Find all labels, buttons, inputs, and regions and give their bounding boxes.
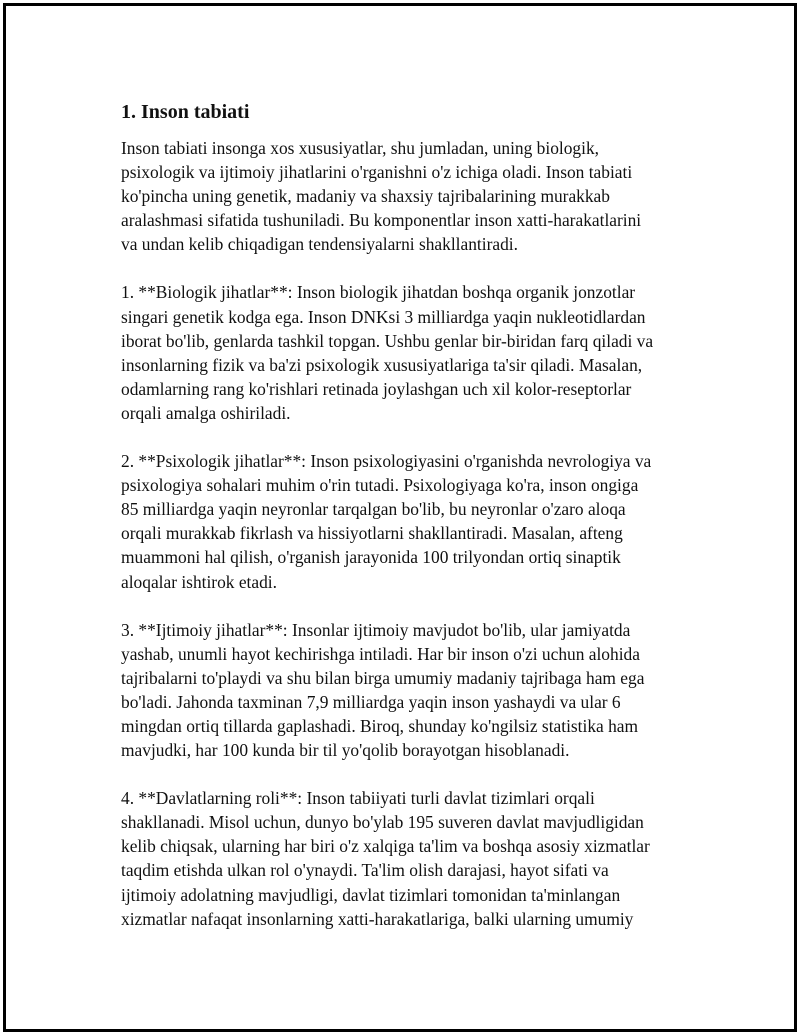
paragraph-line: 3. **Ijtimoiy jihatlar**: Insonlar ijtimoiy mavjudot bo'lib, ular jamiyatda <box>121 619 631 640</box>
paragraph-line: 85 milliardga yaqin neyronlar tarqalgan bo'lib, bu neyronlar o'zaro aloqa <box>121 499 626 520</box>
paragraph-line: odamlarning rang ko'rishlari retinada joylashgan uch xil kolor-reseptorlar <box>121 378 632 399</box>
paragraph-line: mavjudki, har 100 kunda bir til yo'qolib borayotgan hisoblanadi. <box>121 740 570 761</box>
paragraph-line: 2. **Psixologik jihatlar**: Inson psixologiyasini o'rganishda nevrologiya va <box>121 451 652 472</box>
paragraph-line: shakllanadi. Misol uchun, dunyo bo'ylab 195 suveren davlat mavjudligidan <box>121 812 644 833</box>
paragraph-line: ijtimoiy adolatning mavjudligi, davlat tizimlari tomonidan ta'minlangan <box>121 884 621 905</box>
paragraph-line: aloqalar ishtirok etadi. <box>121 571 277 592</box>
document-body <box>121 98 699 955</box>
paragraph-line: 4. **Davlatlarning roli**: Inson tabiiyati turli davlat tizimlari orqali <box>121 788 595 809</box>
paragraph <box>121 786 699 931</box>
paragraph <box>121 449 699 594</box>
paragraph-line: bo'ladi. Jahonda taxminan 7,9 milliardga yaqin inson yashaydi va ular 6 <box>121 691 621 712</box>
paragraph-line: mingdan ortiq tillarda gaplashadi. Biroq, shunday ko'ngilsiz statistika ham <box>121 715 639 736</box>
paragraph-line: xizmatlar nafaqat insonlarning xatti-harakatlariga, balki ularning umumiy <box>121 908 634 929</box>
paragraph-line: psixologiya sohalari muhim o'rin tutadi. Psixologiyaga ko'ra, inson ongiga <box>121 475 639 496</box>
paragraph-line: tajribalarni to'playdi va shu bilan birga umumiy madaniy tajribaga ham ega <box>121 667 645 688</box>
paragraph-line: Inson tabiati insonga xos xususiyatlar, shu jumladan, uning biologik, <box>121 138 599 158</box>
document-title: 1. Inson tabiati <box>121 101 250 123</box>
paragraph-line: orqali amalga oshiriladi. <box>121 402 291 423</box>
paragraph-line: taqdim etishda ulkan rol o'ynaydi. Ta'lim olish darajasi, hayot sifati va <box>121 860 609 881</box>
paragraph <box>121 618 699 763</box>
paragraph-list <box>121 136 699 931</box>
paragraph-line: iborat bo'lib, genlarda tashkil topgan. Ushbu genlar bir-biridan farq qiladi va <box>121 330 654 351</box>
paragraph <box>121 136 699 256</box>
paragraph-line: aralashmasi sifatida tushuniladi. Bu komponentlar inson xatti-harakatlarini <box>121 210 642 231</box>
paragraph-line: yashab, unumli hayot kechirishga intiladi. Har bir inson o'zi uchun alohida <box>121 643 640 664</box>
paragraph-line: muammoni hal qilish, o'rganish jarayonida 100 trilyondan ortiq sinaptik <box>121 547 621 568</box>
paragraph-line: kelib chiqsak, ularning har biri o'z xalqiga ta'lim va boshqa asosiy xizmatlar <box>121 836 650 857</box>
page-frame <box>3 3 797 1032</box>
paragraph-line: 1. **Biologik jihatlar**: Inson biologik jihatdan boshqa organik jonzotlar <box>121 282 636 303</box>
paragraph-line: psixologik va ijtimoiy jihatlarini o'rganishni o'z ichiga oladi. Inson tabiati <box>121 162 633 183</box>
paragraph-line: singari genetik kodga ega. Inson DNKsi 3 milliardga yaqin nukleotidlardan <box>121 306 646 327</box>
paragraph-line: insonlarning fizik va ba'zi psixologik xususiyatlariga ta'sir qiladi. Masalan, <box>121 354 643 375</box>
paragraph <box>121 280 699 425</box>
paragraph-line: ko'pincha uning genetik, madaniy va shaxsiy tajribalarining murakkab <box>121 186 610 207</box>
paragraph-line: va undan kelib chiqadigan tendensiyalarni shakllantiradi. <box>121 234 518 255</box>
paragraph-line: orqali murakkab fikrlash va hissiyotlarni shakllantiradi. Masalan, afteng <box>121 523 623 544</box>
